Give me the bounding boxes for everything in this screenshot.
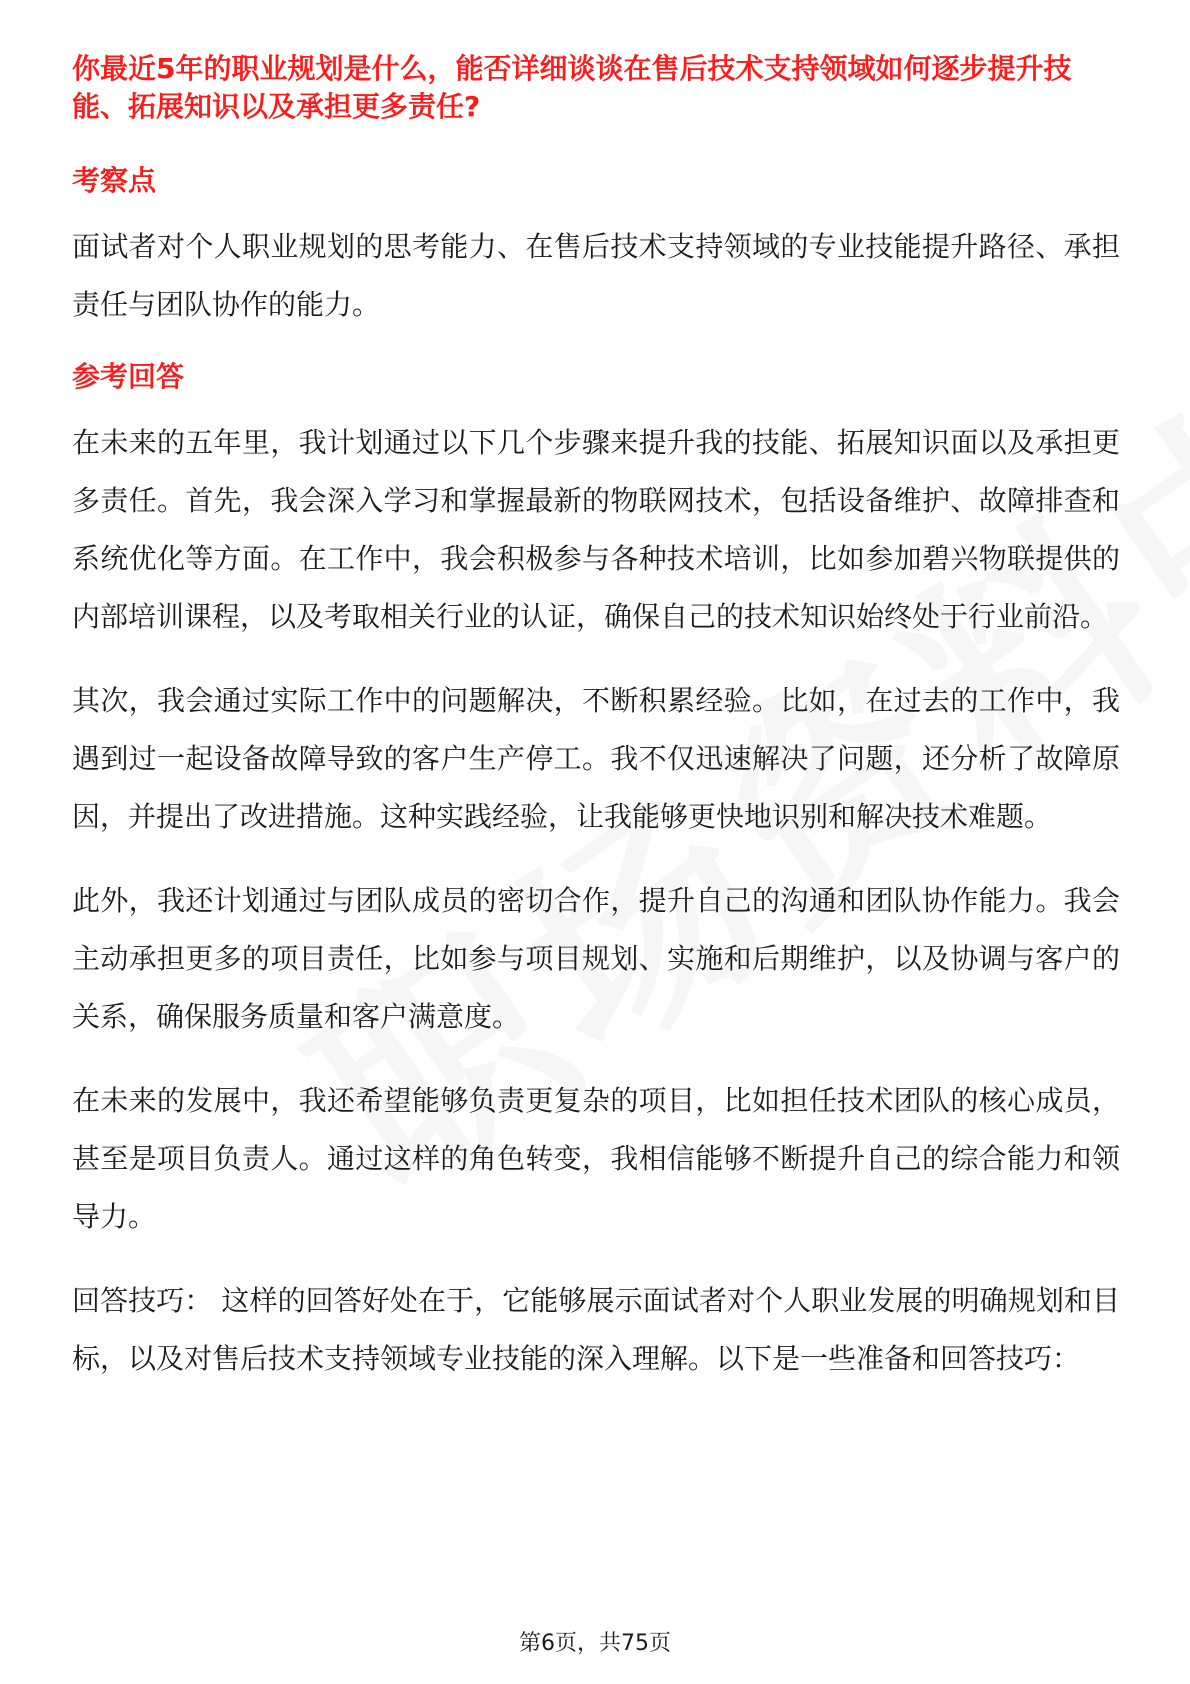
exam-point-text: 面试者对个人职业规划的思考能力、在售后技术支持领域的专业技能提升路径、承担责任与团队协作的能力。 — [72, 230, 1120, 321]
answer-paragraph-1: 在未来的五年里，我计划通过以下几个步骤来提升我的技能、拓展知识面以及承担更多责任。首先，我会深入学习和掌握最新的物联网技术，包括设备维护、故障排查和系统优化等方面。在工作中，我会积极参与各种技术培训，比如参加碧兴物联提供的内部培训课程，以及考取相关行业的认证，确保自己的技术知识始终处于行业前沿。 — [72, 426, 1120, 633]
exam-point-heading: 考察点 — [72, 164, 157, 197]
answer-paragraph-4: 在未来的发展中，我还希望能够负责更复杂的项目，比如担任技术团队的核心成员，甚至是项目负责人。通过这样的角色转变，我相信能够不断提升自己的综合能力和领导力。 — [72, 1084, 1120, 1233]
answer-paragraph-2: 其次，我会通过实际工作中的问题解决，不断积累经验。比如，在过去的工作中，我遇到过一起设备故障导致的客户生产停工。我不仅迅速解决了问题，还分析了故障原因，并提出了改进措施。这种实践经验，让我能够更快地识别和解决技术难题。 — [72, 684, 1120, 833]
page-number-footer: 第6页，共75页 — [519, 1631, 671, 1656]
question-title: 你最近5年的职业规划是什么，能否详细谈谈在售后技术支持领域如何逐步提升技能、拓展知识以及承担更多责任? — [72, 52, 1072, 123]
reference-answer-heading: 参考回答 — [72, 360, 185, 393]
answer-paragraph-3: 此外，我还计划通过与团队成员的密切合作，提升自己的沟通和团队协作能力。我会主动承担更多的项目责任，比如参与项目规划、实施和后期维护，以及协调与客户的关系，确保服务质量和客户满意度。 — [72, 884, 1120, 1033]
document-page — [72, 50, 1120, 1414]
answer-tips-paragraph: 回答技巧： 这样的回答好处在于，它能够展示面试者对个人职业发展的明确规划和目标，以及对售后技术支持领域专业技能的深入理解。以下是一些准备和回答技巧： — [72, 1284, 1120, 1375]
